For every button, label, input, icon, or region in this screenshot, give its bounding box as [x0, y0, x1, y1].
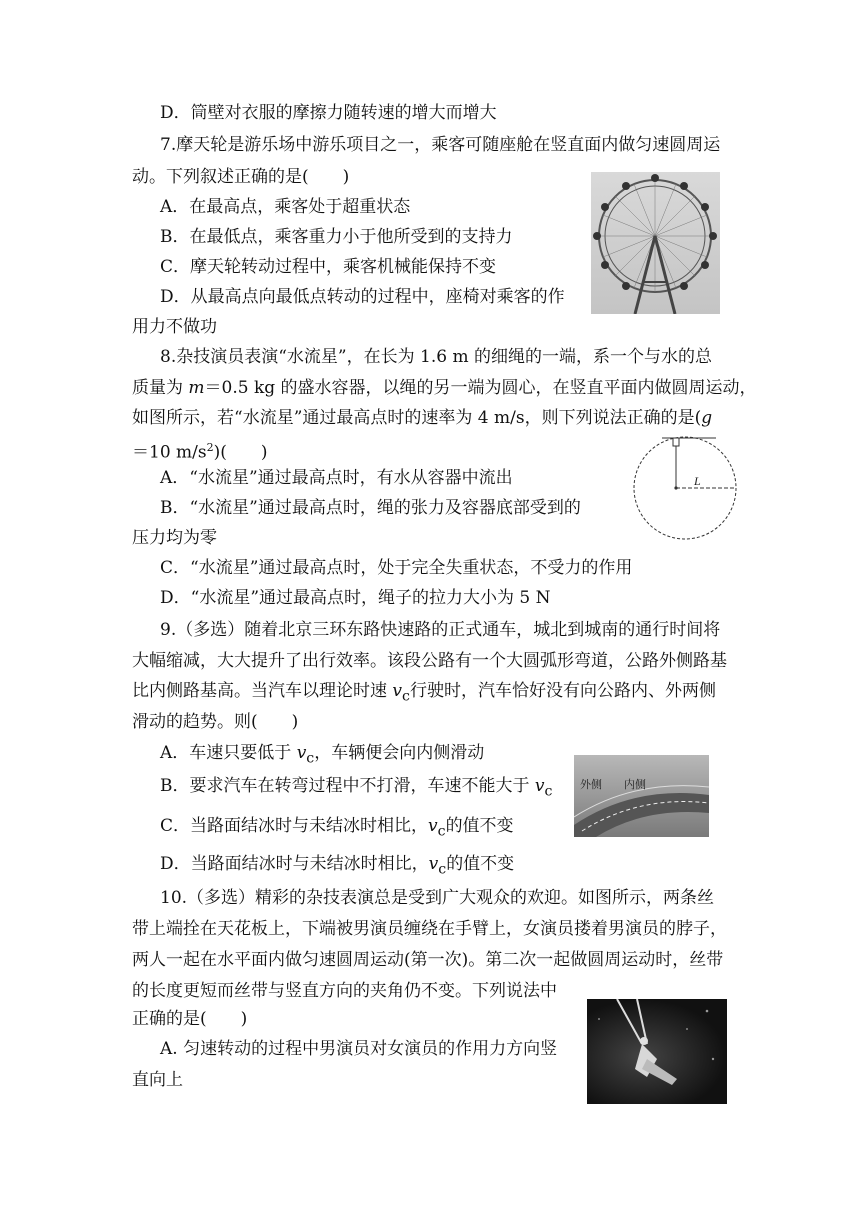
- q7-stem-line2: 动。下列叙述正确的是( ): [132, 167, 350, 187]
- q10-option-a-line1: A. 匀速转动的过程中男演员对女演员的作用力方向竖: [160, 1039, 558, 1059]
- water-meteor-diagram: [624, 434, 746, 542]
- q10-stem-line1: 10.（多选）精彩的杂技表演总是受到广大观众的欢迎。如图所示，两条丝: [160, 888, 715, 908]
- q9-option-d: D．当路面结冰时与未结冰时相比，$v_c$的值不变: [160, 854, 515, 878]
- q9-stem-line1: 9.（多选）随着北京三环东路快速路的正式通车，城北到城南的通行时间将: [160, 620, 721, 640]
- q9-option-a: A．车速只要低于 $v_c$，车辆便会向内侧滑动: [160, 743, 485, 767]
- length-label: L: [694, 474, 701, 488]
- inner-side-label: 内侧: [624, 778, 646, 791]
- q10-stem-line2: 带上端拴在天花板上，下端被男演员缠绕在手臂上，女演员搂着男演员的脖子，: [132, 919, 727, 939]
- q7-option-d-line2: 用力不做功: [132, 317, 217, 337]
- outer-side-label: 外侧: [580, 778, 602, 791]
- curved-highway-photo: [574, 755, 709, 837]
- q10-stem-line3: 两人一起在水平面内做匀速圆周运动(第一次)。第二次一起做圆周运动时，丝带: [132, 950, 724, 970]
- q9-stem-line2: 大幅缩减，大大提升了出行效率。该段公路有一个大圆弧形弯道，公路外侧路基: [132, 651, 727, 671]
- q6-option-d: D．筒壁对衣服的摩擦力随转速的增大而增大: [160, 103, 497, 123]
- q8-stem-line1: 8.杂技演员表演“水流星”，在长为 1.6 m 的细绳的一端，系一个与水的总: [160, 347, 712, 367]
- q7-option-b: B．在最低点，乘客重力小于他所受到的支持力: [160, 227, 513, 247]
- q8-stem-line3: 如图所示，若“水流星”通过最高点时的速率为 4 m/s，则下列说法正确的是(g: [132, 408, 713, 428]
- q8-stem-line2: 质量为 m＝0.5 kg 的盛水容器，以绳的另一端为圆心，在竖直平面内做圆周运动，: [132, 378, 757, 398]
- q7-option-c: C．摩天轮转动过程中，乘客机械能保持不变: [160, 257, 497, 277]
- q10-option-a-line2: 直向上: [132, 1070, 183, 1090]
- q8-option-b-line2: 压力均为零: [132, 528, 217, 548]
- q8-option-b-line1: B．“水流星”通过最高点时，绳的张力及容器底部受到的: [160, 498, 581, 518]
- q8-option-d: D．“水流星”通过最高点时，绳子的拉力大小为 5 N: [160, 588, 551, 608]
- q7-option-a: A．在最高点，乘客处于超重状态: [160, 197, 411, 217]
- q7-option-d-line1: D．从最高点向最低点转动的过程中，座椅对乘客的作: [160, 287, 565, 307]
- acrobatics-photo: [587, 999, 727, 1104]
- ferris-wheel-photo: [591, 172, 720, 314]
- q7-stem-line1: 7.摩天轮是游乐场中游乐项目之一，乘客可随座舱在竖直面内做匀速圆周运: [160, 135, 721, 155]
- q8-stem-line4: ＝10 $m/s^2$)( ): [132, 441, 268, 463]
- q9-stem-line4: 滑动的趋势。则( ): [132, 712, 299, 732]
- q9-stem-line3: 比内侧路基高。当汽车以理论时速 $v_c$行驶时，汽车恰好没有向公路内、外两侧: [132, 681, 716, 705]
- q10-stem-line4: 的长度更短而丝带与竖直方向的夹角仍不变。下列说法中: [132, 981, 557, 1001]
- q8-option-a: A．“水流星”通过最高点时，有水从容器中流出: [160, 468, 513, 488]
- q9-option-c: C．当路面结冰时与未结冰时相比，$v_c$的值不变: [160, 816, 514, 840]
- q10-stem-line5: 正确的是( ): [132, 1009, 248, 1029]
- q9-option-b: B．要求汽车在转弯过程中不打滑，车速不能大于 $v_c$: [160, 776, 553, 800]
- q8-option-c: C．“水流星”通过最高点时，处于完全失重状态，不受力的作用: [160, 558, 633, 578]
